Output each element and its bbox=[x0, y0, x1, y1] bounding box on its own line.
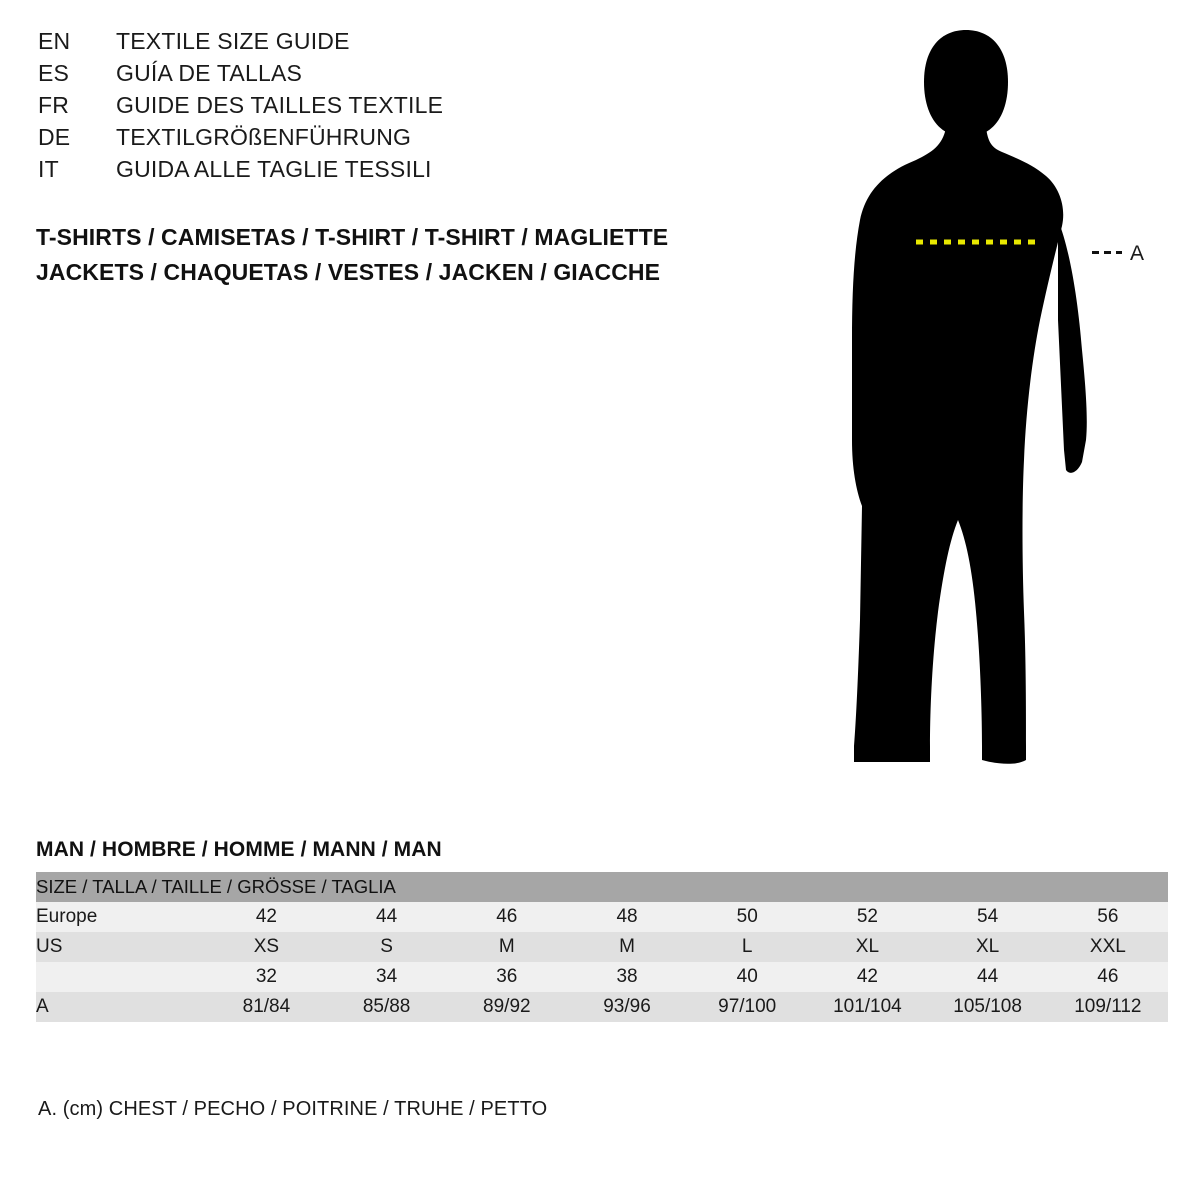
table-cell: 36 bbox=[447, 962, 567, 992]
table-cell: 48 bbox=[567, 902, 687, 932]
language-code: DE bbox=[38, 124, 71, 150]
table-cell: 50 bbox=[687, 902, 807, 932]
language-text: GUIDA ALLE TAGLIE TESSILI bbox=[116, 156, 432, 182]
table-cell: 85/88 bbox=[327, 992, 447, 1022]
table-row bbox=[36, 902, 1168, 932]
table-cell: 105/108 bbox=[928, 992, 1048, 1022]
table-group-title: MAN / HOMBRE / HOMME / MANN / MAN bbox=[36, 838, 442, 861]
table-cell: 46 bbox=[1048, 962, 1168, 992]
table-row bbox=[36, 962, 1168, 992]
row-label: US bbox=[36, 932, 206, 962]
table-cell: 38 bbox=[567, 962, 687, 992]
table-cell: 44 bbox=[327, 902, 447, 932]
language-text: GUIDE DES TAILLES TEXTILE bbox=[116, 92, 444, 118]
size-table-section bbox=[36, 838, 1168, 1022]
table-cell: 42 bbox=[807, 962, 927, 992]
silhouette-svg bbox=[820, 20, 1180, 780]
language-text: TEXTILGRÖßENFÜHRUNG bbox=[116, 124, 412, 150]
table-cell: 101/104 bbox=[807, 992, 927, 1022]
body-silhouette-figure bbox=[820, 20, 1180, 780]
language-code: EN bbox=[38, 28, 71, 54]
table-row bbox=[36, 932, 1168, 962]
table-cell: 109/112 bbox=[1048, 992, 1168, 1022]
table-cell: 52 bbox=[807, 902, 927, 932]
row-label: A bbox=[36, 992, 206, 1022]
row-label bbox=[36, 962, 206, 992]
table-cell: XXL bbox=[1048, 932, 1168, 962]
table-cell: 46 bbox=[447, 902, 567, 932]
footnote: A. (cm) CHEST / PECHO / POITRINE / TRUHE / PETTO bbox=[38, 1098, 548, 1120]
language-list bbox=[38, 28, 738, 188]
language-row bbox=[38, 28, 738, 60]
language-code: IT bbox=[38, 156, 59, 182]
table-cell: M bbox=[447, 932, 567, 962]
table-cell: 97/100 bbox=[687, 992, 807, 1022]
table-cell: 40 bbox=[687, 962, 807, 992]
table-cell: XL bbox=[928, 932, 1048, 962]
language-text: GUÍA DE TALLAS bbox=[116, 60, 303, 86]
category-line-jackets: JACKETS / CHAQUETAS / VESTES / JACKEN / GIACCHE bbox=[36, 259, 661, 285]
size-table bbox=[36, 872, 1168, 1022]
language-row bbox=[38, 60, 738, 92]
table-cell: 56 bbox=[1048, 902, 1168, 932]
table-cell: 93/96 bbox=[567, 992, 687, 1022]
language-text: TEXTILE SIZE GUIDE bbox=[116, 28, 350, 54]
chest-leader-dashes bbox=[1092, 251, 1122, 254]
language-row bbox=[38, 124, 738, 156]
table-cell: 89/92 bbox=[447, 992, 567, 1022]
table-row bbox=[36, 992, 1168, 1022]
table-cell: 54 bbox=[928, 902, 1048, 932]
category-list bbox=[36, 220, 796, 290]
table-cell: S bbox=[327, 932, 447, 962]
table-cell: 42 bbox=[206, 902, 326, 932]
table-cell: 44 bbox=[928, 962, 1048, 992]
language-code: FR bbox=[38, 92, 70, 118]
table-cell: 34 bbox=[327, 962, 447, 992]
table-cell: M bbox=[567, 932, 687, 962]
table-cell: XL bbox=[807, 932, 927, 962]
language-row bbox=[38, 156, 738, 188]
table-cell: L bbox=[687, 932, 807, 962]
table-cell: 81/84 bbox=[206, 992, 326, 1022]
category-line-tshirts: T-SHIRTS / CAMISETAS / T-SHIRT / T-SHIRT / MAGLIETTE bbox=[36, 224, 669, 250]
language-code: ES bbox=[38, 60, 70, 86]
table-cell: 32 bbox=[206, 962, 326, 992]
row-label: Europe bbox=[36, 902, 206, 932]
table-header-row bbox=[36, 872, 1168, 902]
table-header-label: SIZE / TALLA / TAILLE / GRÖSSE / TAGLIA bbox=[36, 872, 1168, 902]
language-row bbox=[38, 92, 738, 124]
table-cell: XS bbox=[206, 932, 326, 962]
chest-measure-label: A bbox=[1130, 242, 1145, 265]
